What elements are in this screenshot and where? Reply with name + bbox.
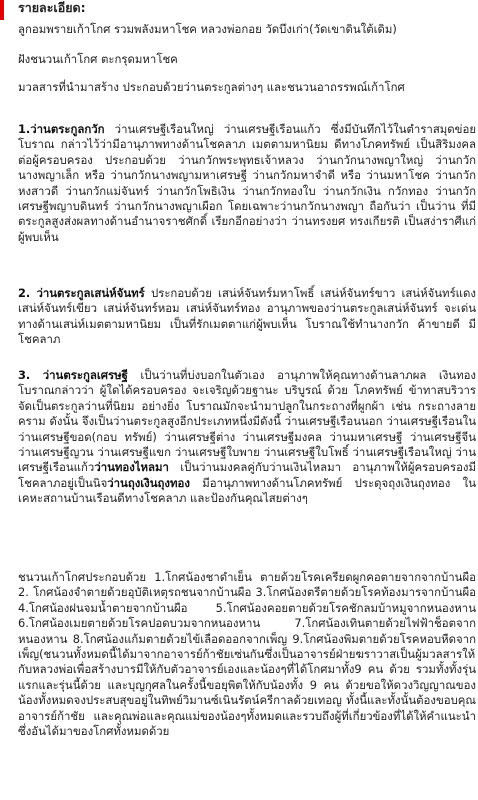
section-heading: รายละเอียด:	[18, 0, 86, 15]
materials-intro: มวลสารที่นำมาสร้าง ประกอบด้วยว่านตระกูลต่างๆ และชนวนอาถรรพณ์เก้าโกศ	[18, 80, 405, 94]
section-kwak	[18, 122, 476, 245]
section-number: 2.	[18, 286, 31, 300]
amulet-title: ลูกอมพรายเก้าโกศ รวมพลังมหาโชค หลวงพ่อกอย วัดบึงเก่า(วัดเขาดินใต้เดิม)	[18, 22, 397, 36]
section-body: ประกอบด้วย เสน่ห์จันทร์มหาโพธิ์ เสน่ห์จันทร์ขาว เสน่ห์จันทร์แดง เสน่ห์จันทร์เขียว เสน่ห์จันทร์หอม เสน่ห์จันทร์ทอง อานุภาพของว่านตระกูลเสน่ห์จันทร์ จะเด่นทางด้านเสน่ห์เมตตามหานิยม เป็นที่รักเมตตาแก่ผู้พบเห็น โบราณใช้ทำนางกวัก ค้าขายดี มีโชคลาภ	[18, 286, 476, 347]
highlight-thong-lai-ma: ว่านทองไหลมา	[94, 460, 169, 475]
section-title: ว่านตระกูลเศรษฐี	[42, 368, 128, 382]
section-body: เป็นว่านมงคลคู่กับว่านเงินไหลมา อานุภาพให้ผู้ครอบครองมีโชคลาภอยู่เป็นนิจ	[18, 460, 476, 490]
section-setthi	[18, 368, 476, 507]
section-body: เป็นว่านที่บ่งบอกในตัวเอง อานุภาพให้คุณทางด้านลาภผล เงินทอง โบราณกล่าวว่า ผู้ใดได้ครอบครอง จะเจริญด้วยฐานะ บริบูรณ์ ด้วย โภคทรัพย์ ข้าทาสบริวาร จัดเป็นตระกูลว่านที่นิยม อย่างยิ่ง โบราณมักจะนำมาปลูกในกระถางที่ผูกผ้า เช่น กระถางลายคราม ดังนั้น จึงเป็นว่านตระกูลสูงอีกประเภทหนึ่งมีดังนี้ ว่านเศรษฐีเรือนนอก ว่านเศรษฐีเรือนใน ว่านเศรษฐีขอด(กอบ ทรัพย์) ว่านเศรษฐีต่าง ว่านเศรษฐีมงคล ว่านมหาเศรษฐี ว่านเศรษฐีจีน ว่านเศรษฐีญวน ว่านเศรษฐีแขก ว่านเศรษฐีใบพาย ว่านเศรษฐีใบโพธิ์ ว่านเศรษฐีเรือนใหญ่ ว่านเศรษฐีเรือนแก้ว	[18, 368, 476, 475]
section-nine-urns: ชนวนเก้าโกศประกอบด้วย 1.โกศน้องชาดำเย็น ตายด้วยโรคเครียดผูกคอตายจากจากบ้านผือ 2. โกศน้องจำตายด้วยอุบัติเหตุรถชนจากบ้านผือ 3.โกศน้องตรีตายด้วยโรคท้องมารจากบ้านผือ 4.โกศน้องฝนจมน้ำตายจากบ้านผือ 5.โกศน้องคอยตายด้วยโรคชักลมบ้าหมูจากหนองหาน 6.โกศน้องเมยตายด้วยโรคปอดบวมจากหนองหาน 7.โกศน้องเทินตายด้วยไฟฟ้าช็อตจากหนองหาน 8.โกศน้องแก้มตายด้วยไข้เลือดออกจากเพ็ญ 9.โกศน้องพิมตายด้วยโรคหอบหืดจากเพ็ญ(ชนวนทั้งหมดนี้ได้มาจากอาจารย์ก้าชัยเซ่นกันซึ่งเป็นอาจารย์ฝ่ายฆราวาสเป็นผู้มวลสารให้กับหลวงพ่อเพื่อสร้างบารมีให้กับตัวอาจารย์เองและน้องๆที่ได้โกศมาทั้ง9 คน ด้วย รวมทั้งทั้งรุ่นแรกและรุ่นนี้ด้วย และบุญกุศลในครั้งนี้ขอยุพิตให้กับน้องทั้ง 9 คน ด้วยขอให้ดวงวิญญาณของน้องทั้งหมดจงประสบสุขอยู่ในทิพย์วิมานซ์เนินรัตน์ครีกาลด้วยเทอญ ทั้งนี้และทั้งนั้นต้องขอบคุณอาจารย์ก้าชัย และคุณพ่อและคุณแม่ของน้องๆทั้งหมดและรวบถึงผู้ที่เกี่ยวข้องที่ได้ให้คำแนะนำซึ่งอันได้มาของโกศทั้งหมดด้วย	[18, 570, 476, 739]
section-sanae-chan	[18, 286, 476, 348]
section-title: ว่านตระกูลเสน่ห์จันทร์	[36, 286, 145, 300]
section-body: ว่านเศรษฐีเรือนใหญ่ ว่านเศรษฐีเรือนแก้ว ซึ่งมีบันทึกไว้ในตำราสมุดข่อยโบราณ กล่าวไว้ว่ามีอานุภาพทางด้านโชคลาภ เมตตามหานิยม ดีทางโภคทรัพย์ เป็นสิริมงคลต่อผู้ครอบครอง ประกอบด้วย ว่านกวักพระพุทธเจ้าหลวง ว่านกวักนางพญาใหญ่ ว่านกวักนางพญาเล็ก หรือ ว่านกวักนางพญามหาเศรษฐี ว่านกวักมหาจำดี หรือ ว่านมหาโชค ว่านกวักหงสาวดี ว่านกวักแม่จันทร์ ว่านกวักโพธิเงิน ว่านกวักทองใบ ว่านกวักเงิน กวักทอง ว่านกวักเศรษฐีพญาบดินทร์ ว่านกวักนางพญาเผือก โดยเฉพาะว่านกวักนางพญา ถือกันว่า เป็นว่าน ที่มีตระกูลสูงส่งผลทางด้านอำนาจราชศักดิ์ เรียกอีกอย่างว่า ว่านทรงยศ ทรงเกียรติ เป็นสง่าราศีแก่ผู้พบเห็น	[18, 122, 476, 244]
highlight-thung-ngoen: ว่านถุงเงินถุงทอง	[107, 475, 190, 490]
accent-bar	[0, 0, 4, 20]
section-title: ว่านตระกูลกวัก	[30, 122, 105, 136]
section-number: 1.	[18, 122, 31, 136]
section-number: 3.	[18, 368, 31, 382]
section-body: มีอานุภาพทางด้านโภคทรัพย์ ประดุจถุงเงินถุงทอง ในเคหะสถานบ้านเรือนดีทางโชคลาภ และป้องกันคุณไสยต่างๆ	[18, 475, 476, 506]
amulet-insert: ฝังชนวนเก้าโกศ ตะกรุดมหาโชค	[18, 52, 178, 66]
